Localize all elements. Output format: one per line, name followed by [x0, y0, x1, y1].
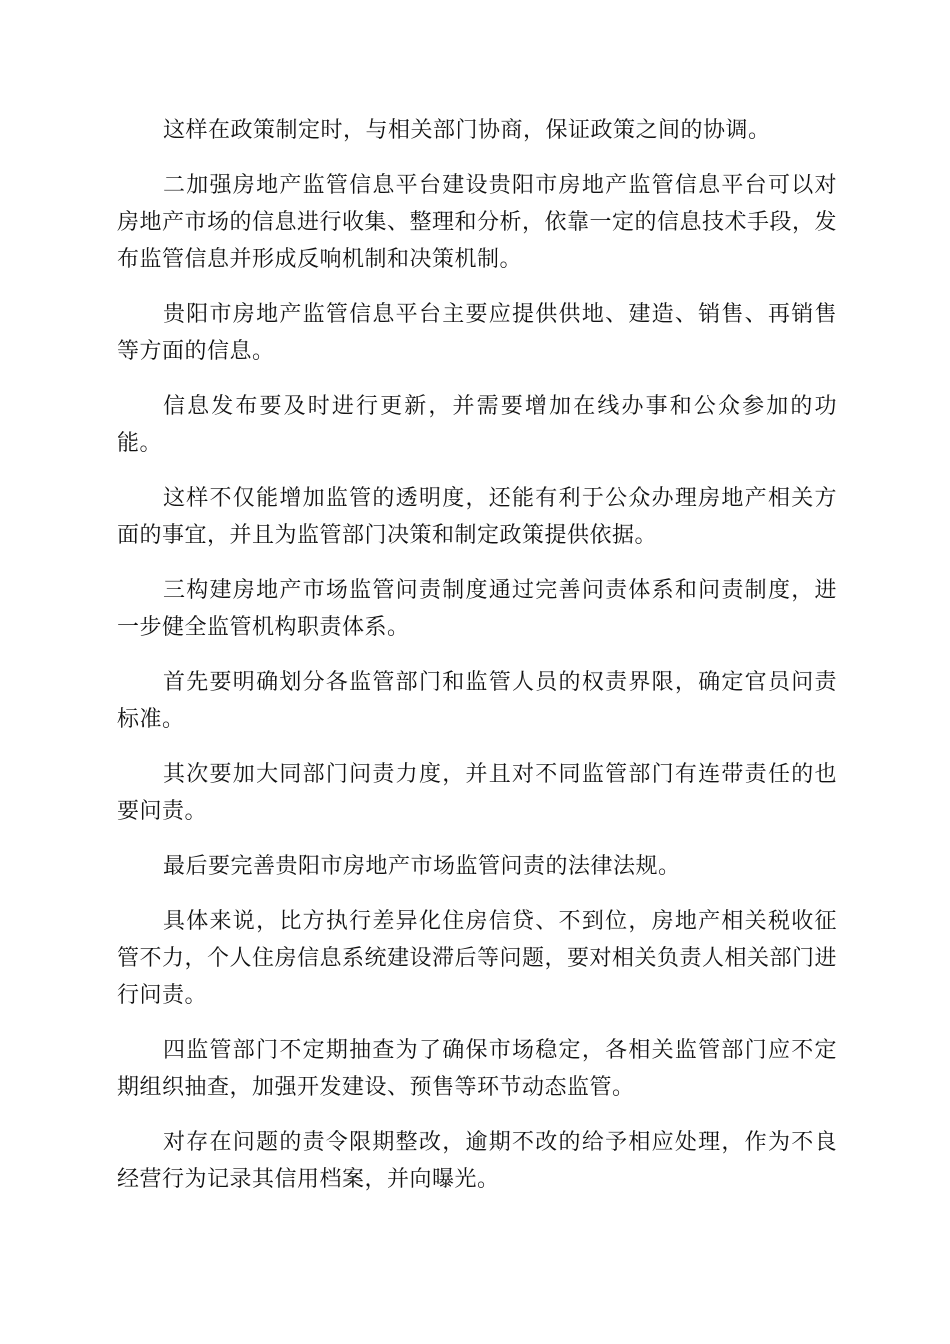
paragraph: 四监管部门不定期抽查为了确保市场稳定，各相关监管部门应不定期组织抽查，加强开发建设、预售等环节动态监管。 [117, 1038, 837, 1100]
document-body [117, 112, 837, 1216]
paragraph: 其次要加大同部门问责力度，并且对不同监管部门有连带责任的也要问责。 [117, 762, 837, 824]
paragraph: 三构建房地产市场监管问责制度通过完善问责体系和问责制度，进一步健全监管机构职责体系。 [117, 578, 837, 640]
paragraph: 具体来说，比方执行差异化住房信贷、不到位，房地产相关税收征管不力，个人住房信息系统建设滞后等问题，要对相关负责人相关部门进行问责。 [117, 909, 838, 1008]
paragraph: 首先要明确划分各监管部门和监管人员的权责界限，确定官员问责标准。 [117, 670, 837, 732]
paragraph: 对存在问题的责令限期整改，逾期不改的给予相应处理，作为不良经营行为记录其信用档案，并向曝光。 [117, 1130, 837, 1192]
paragraph: 信息发布要及时进行更新，并需要增加在线办事和公众参加的功能。 [117, 394, 837, 456]
paragraph: 贵阳市房地产监管信息平台主要应提供供地、建造、销售、再销售等方面的信息。 [117, 302, 837, 364]
paragraph: 这样不仅能增加监管的透明度，还能有利于公众办理房地产相关方面的事宜，并且为监管部门决策和制定政策提供依据。 [117, 486, 837, 548]
paragraph: 二加强房地产监管信息平台建设贵阳市房地产监管信息平台可以对房地产市场的信息进行收集、整理和分析，依靠一定的信息技术手段，发布监管信息并形成反响机制和决策机制。 [117, 173, 838, 272]
paragraph: 最后要完善贵阳市房地产市场监管问责的法律法规。 [163, 854, 681, 879]
paragraph: 这样在政策制定时，与相关部门协商，保证政策之间的协调。 [163, 118, 771, 143]
